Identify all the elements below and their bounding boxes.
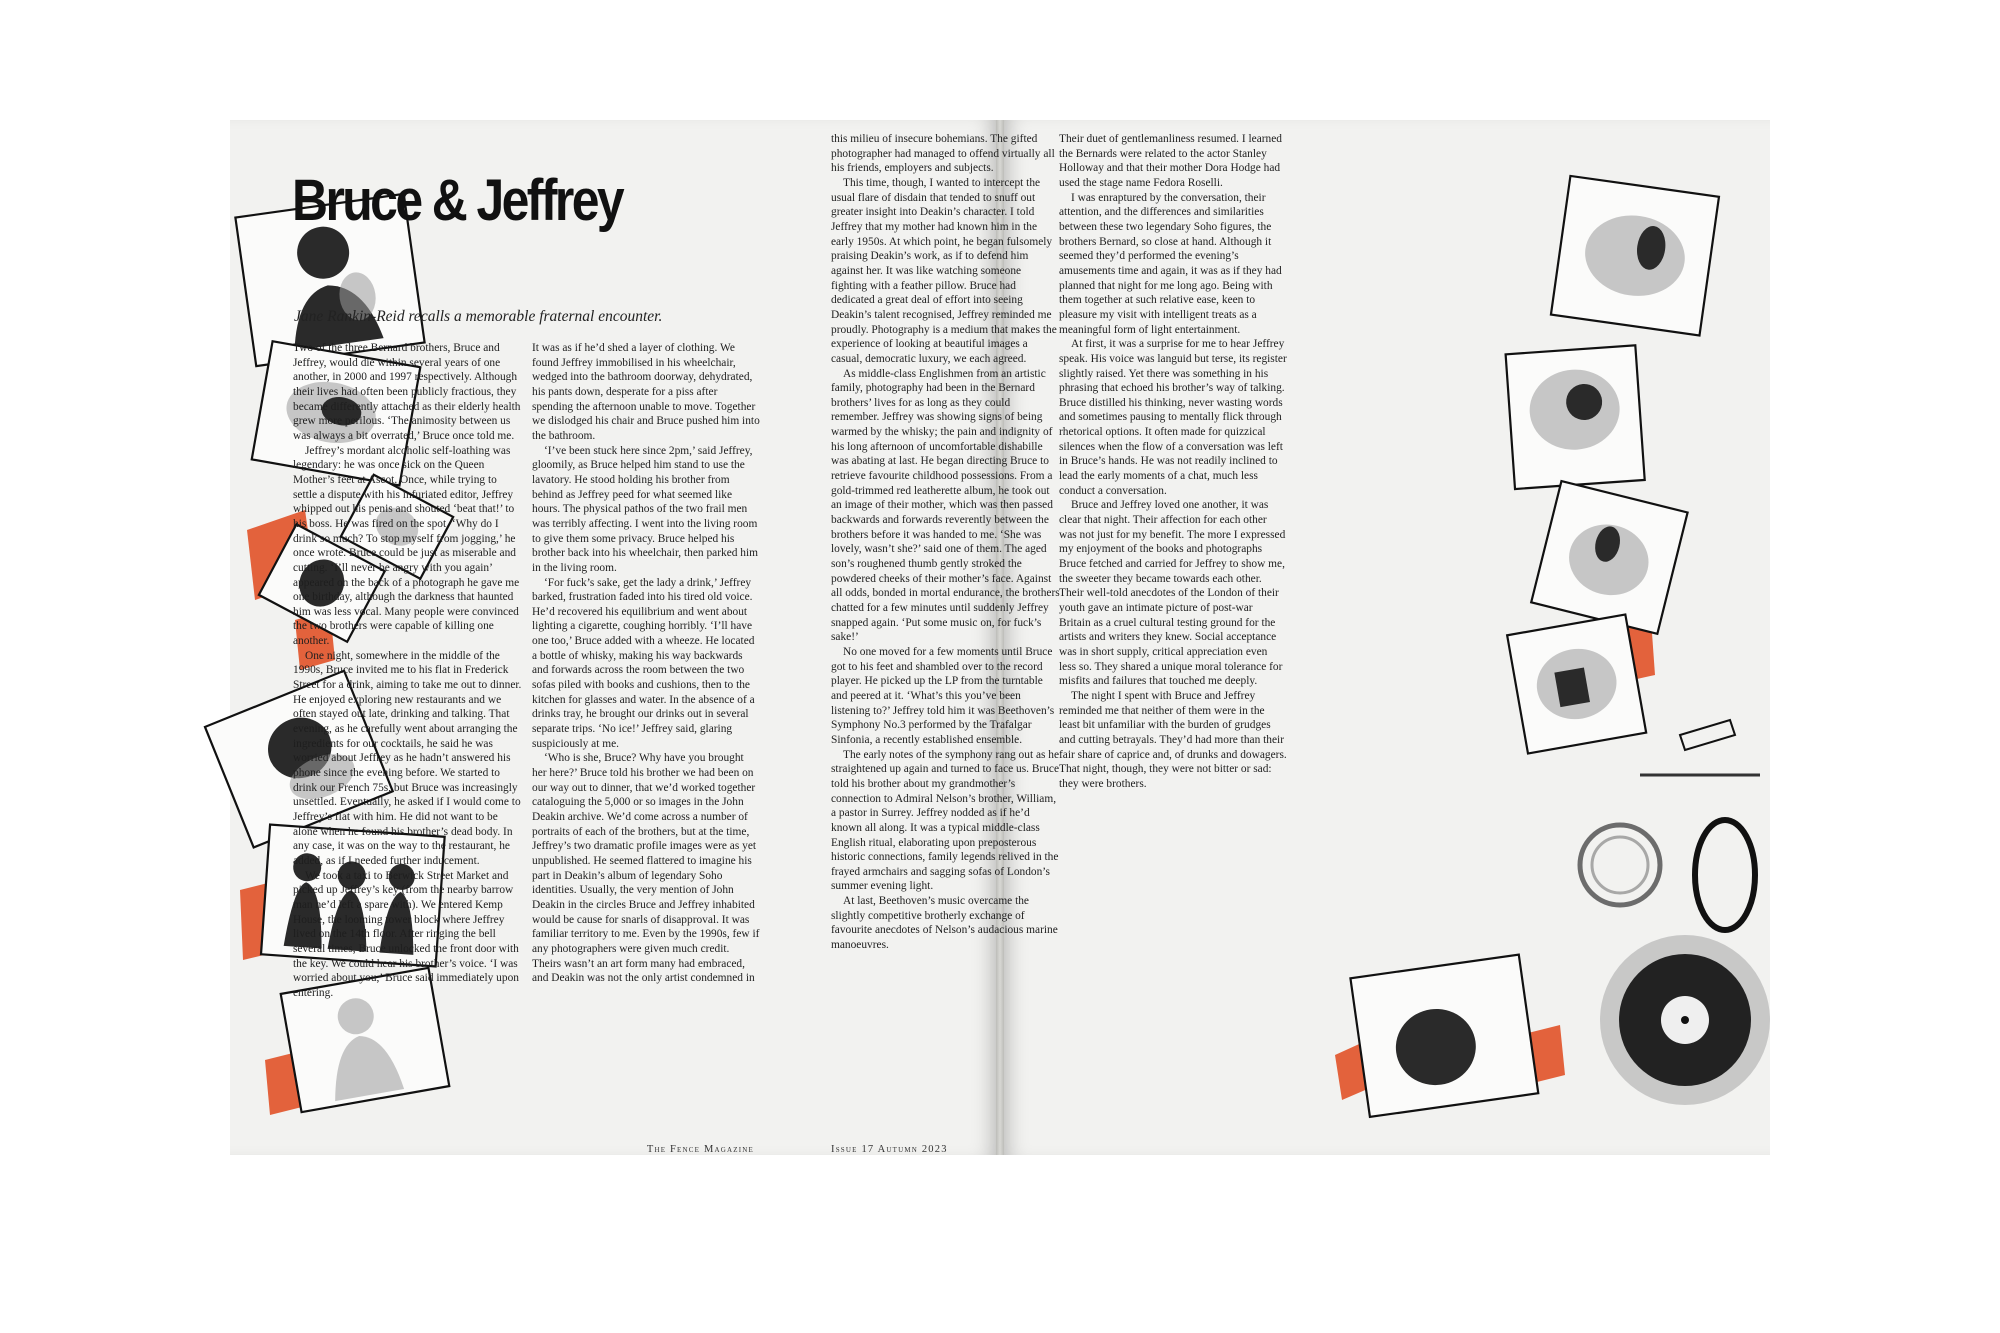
paragraph: I was enraptured by the conversation, their attention, and the differences and similarities between these two legendary Soho figures, the brothers Bernard, so close at hand. Although it seemed they’d performed the evening’s amusements time and again, it was as if they had planned that night for me long ago. Being with them together at such relative ease, keen to pleasure my visit with intelligent treats as a meaningful form of light entertainment. bbox=[1059, 191, 1282, 336]
paragraph: One night, somewhere in the middle of the 1990s, Bruce invited me to his flat in Frederick Street for a drink, aiming to take me out to dinner. He enjoyed exploring new restaurants and we often stayed out late, drinking and talking. That evening, as he carefully went about arranging the ingredients for our cocktails, he said he was worried about Jeffrey as he hadn’t answered his phone since the evening before. We started to drink our French 75s, but Bruce was increasingly unsettled. Eventually, he asked if I would come to Jeffrey’s flat with him. He did not want to be alone when he found his brother’s dead body. In any case, it was on the way to the restaurant, he added, as if I needed further inducement. bbox=[293, 649, 522, 867]
paragraph: It was as if he’d shed a layer of clothing. We found Jeffrey immobilised in his wheelchair, wedged into the bathroom doorway, dehydrated, his pants down, desperate for a piss after spending the afternoon unable to move. Together we dislodged his chair and Bruce pushed him into the bathroom. bbox=[532, 342, 760, 442]
photo-man-portrait bbox=[1506, 345, 1645, 489]
text-column-3 bbox=[831, 132, 1060, 1127]
paragraph: The night I spent with Bruce and Jeffrey reminded me that neither of them were in the least bit unfamiliar with the burden of grudges and cutting betrayals. They’d had more than their fair share of caprice and, of drunks and dowagers. That night, though, they were not bitter or sad: they were brothers. bbox=[1059, 689, 1287, 790]
text-column-4 bbox=[1059, 132, 1287, 972]
text-column-2 bbox=[532, 341, 761, 1131]
paragraph: Bruce and Jeffrey loved one another, it was clear that night. Their affection for each other was not just for my benefit. The more I expressed my enjoyment of the books and photographs Bruce fetched and carried for Jeffrey to show me, the sweeter they became towards each other. Their well-told anecdotes of the London of their youth gave an intimate picture of post-war Britain as a cruel cultural testing ground for the artists and writers they knew. Social acceptance was in short supply, critical appreciation even less so. They shared a unique moral tolerance for misfits and failures that touched me deeply. bbox=[1059, 499, 1286, 688]
photo-interior-scene bbox=[1507, 614, 1646, 753]
text-column-1 bbox=[293, 341, 522, 1131]
article-standfirst: Jane Rankin-Reid recalls a memorable fraternal encounter. bbox=[294, 308, 663, 325]
photo-reclining-figure bbox=[1551, 176, 1719, 336]
record-vinyl-sketch bbox=[1600, 935, 1770, 1105]
photo-woman-posed bbox=[1531, 481, 1687, 634]
photo-woman-dark bbox=[1350, 955, 1538, 1117]
glass-ring-sketch bbox=[1580, 825, 1660, 905]
paragraph: At first, it was a surprise for me to hear Jeffrey speak. His voice was languid but terse, its register slightly raised. Yet there was something in his phrasing that echoed his brother’s way of talking. Bruce distilled his thinking, never wasting words and sometimes pausing to mentally flick through rhetorical options. It often made for quizzical silences when the flow of a conversation was left in Bruce’s hands. He was not readily inclined to lead the early moments of a chat, much less conduct a conversation. bbox=[1059, 338, 1287, 497]
paragraph: ‘I’ve been stuck here since 2pm,’ said Jeffrey, gloomily, as Bruce helped him stand to use the lavatory. He stood holding his brother from behind as Jeffrey peed for what seemed like hours. The physical pathos of the two frail men was terribly affecting. I went into the living room to give them some privacy. Bruce helped his brother back into his wheelchair, then parked him in the living room. bbox=[532, 444, 759, 574]
spectacles-sketch bbox=[1695, 820, 1755, 930]
paragraph: The early notes of the symphony rang out as he straightened up again and turned to face us. Bruce told his brother about my grandmother’s connection to Admiral Nelson’s brother, William, a pastor in Surrey. Jeffrey nodded as if he’d known all along. It was a typical middle-class English ritual, elaborating upon preposterous historic connections, family legends relived in the frayed armchairs and sagging sofas of London’s summer evening light. bbox=[831, 748, 1060, 893]
paragraph: ‘Who is she, Bruce? Why have you brought her here?’ Bruce told his brother we had been on our way out to dinner, that we’d worked together cataloguing the 5,000 or so images in the John Deakin archive. We’d come across a number of portraits of each of the brothers, but at the time, Jeffrey’s two dramatic profile images were as yet unpublished. He seemed flattered to imagine his part in Deakin’s album of legendary Soho identities. Usually, the very mention of John Deakin in the circles Bruce and Jeffrey inhabited would be cause for snarls of disapproval. It was familiar territory to me. Even by the 1990s, few if any photographers were given much credit. Theirs wasn’t an art form many had embraced, and Deakin was not the only artist condemned in bbox=[532, 752, 760, 985]
paragraph: No one moved for a few moments until Bruce got to his feet and shambled over to the record player. He picked up the LP from the turntable and peered at it. ‘What’s this you’ve been listening to?’ Jeffrey told him it was Beethoven’s Symphony No.3 performed by the Trafalgar Sinfonia, a recently established ensemble. bbox=[831, 645, 1055, 746]
footer-issue-info: Issue 17 Autumn 2023 bbox=[831, 1144, 948, 1155]
paragraph: ‘For fuck’s sake, get the lady a drink,’ Jeffrey barked, frustration faded into his tired old voice. He’d recovered his equilibrium and went about lighting a cigarette, coughing horribly. ‘I’ll have one too,’ Bruce added with a wheeze. He located a bottle of whisky, making his way backwards and forwards across the room between the two sofas piled with books and cushions, then to the kitchen for glasses and water. In the absence of a drinks tray, he brought our drinks out in several separate trips. ‘No ice!’ Jeffrey said, glaring suspiciously at me. bbox=[532, 576, 755, 750]
article-title: Bruce & Jeffrey bbox=[292, 168, 623, 233]
paragraph: Jeffrey’s mordant alcoholic self-loathing was legendary: he was once sick on the Queen Mother’s feet at Ascot. Once, while trying to settle a dispute with his infuriated editor, Jeffrey whipped out his penis and shouted ‘beat that!’ to his boss. He was fired on the spot. ‘Why do I drink so much? To stop myself from jogging,’ he once wrote. Bruce could be just as miserable and cutting. ‘I’ll never be angry with you again’ appeared on the back of a photograph he gave me one birthday, although the darkness that haunted him was less vocal. Many people were convinced the two brothers were capable of killing one another. bbox=[293, 444, 520, 648]
footer-magazine-name: The Fence Magazine bbox=[646, 1144, 754, 1155]
paragraph: As middle-class Englishmen from an artistic family, photography had been in the Bernard brothers’ lives for as long as they could remember. Jeffrey was showing signs of being warmed by the whisky; the pain and indignity of his long afternoon of uncomfortable dishabille was abating at last. He began directing Bruce to retrieve favourite childhood possessions. From a gold-trimmed red leatherette album, he took out an image of their mother, which was then passed backwards and forwards reverently between the brothers before it was handed to me. ‘She was lovely, wasn’t she?’ said one of them. The aged son’s roughened thumb gently stroked the powdered cheeks of their mother’s face. Against all odds, bonded in mortal endurance, the brothers chatted for a few minutes until suddenly Jeffrey snapped again. ‘Put some music on, for fuck’s sake!’ bbox=[831, 367, 1060, 644]
paragraph: We took a taxi to Berwick Street Market and picked up Jeffrey’s key (from the nearby barrow man he’d left a spare with). We entered Kemp House, the looming tower block where Jeffrey lived on the 14th floor. After ringing the bell several times, Bruce unlocked the front door with the key. We could hear his brother’s voice. ‘I was worried about you,’ Bruce said immediately upon entering. bbox=[293, 869, 519, 999]
paragraph: Two of the three Bernard brothers, Bruce and Jeffrey, would die within several years of one another, in 2000 and 1997 respectively. Although their lives had often been publicly fractious, they became differently attached as their elderly health grew more perilous. ‘The animosity between us was always a bit overrated,’ Bruce once told me. bbox=[293, 342, 521, 442]
paragraph: This time, though, I wanted to intercept the usual flare of disdain that tended to snuff out greater insight into Deakin’s character. I told Jeffrey that my mother had known him in the early 1950s. At which point, he began fulsomely praising Deakin’s work, as if to defend him against her. It was like watching someone fighting with a feather pillow. Bruce had dedicated a great deal of effort into seeing Deakin’s talent recognised, Jeffrey reminded me proudly. Photography is a medium that makes the experience of looking at beautiful images a casual, democratic luxury, we each agreed. bbox=[831, 176, 1057, 365]
paragraph: Their duet of gentlemanliness resumed. I learned the Bernards were related to the actor Stanley Holloway and that their mother Dora Hodge had used the stage name Fedora Roselli. bbox=[1059, 133, 1282, 189]
paragraph: At last, Beethoven’s music overcame the slightly competitive brotherly exchange of favourite anecdotes of Nelson’s audacious marine manoeuvres. bbox=[831, 895, 1058, 952]
cutlery-sketch bbox=[1640, 720, 1760, 775]
paragraph: this milieu of insecure bohemians. The gifted photographer had managed to offend virtually all his friends, employers and subjects. bbox=[831, 133, 1055, 175]
right-photo-collage bbox=[1320, 175, 1770, 1125]
